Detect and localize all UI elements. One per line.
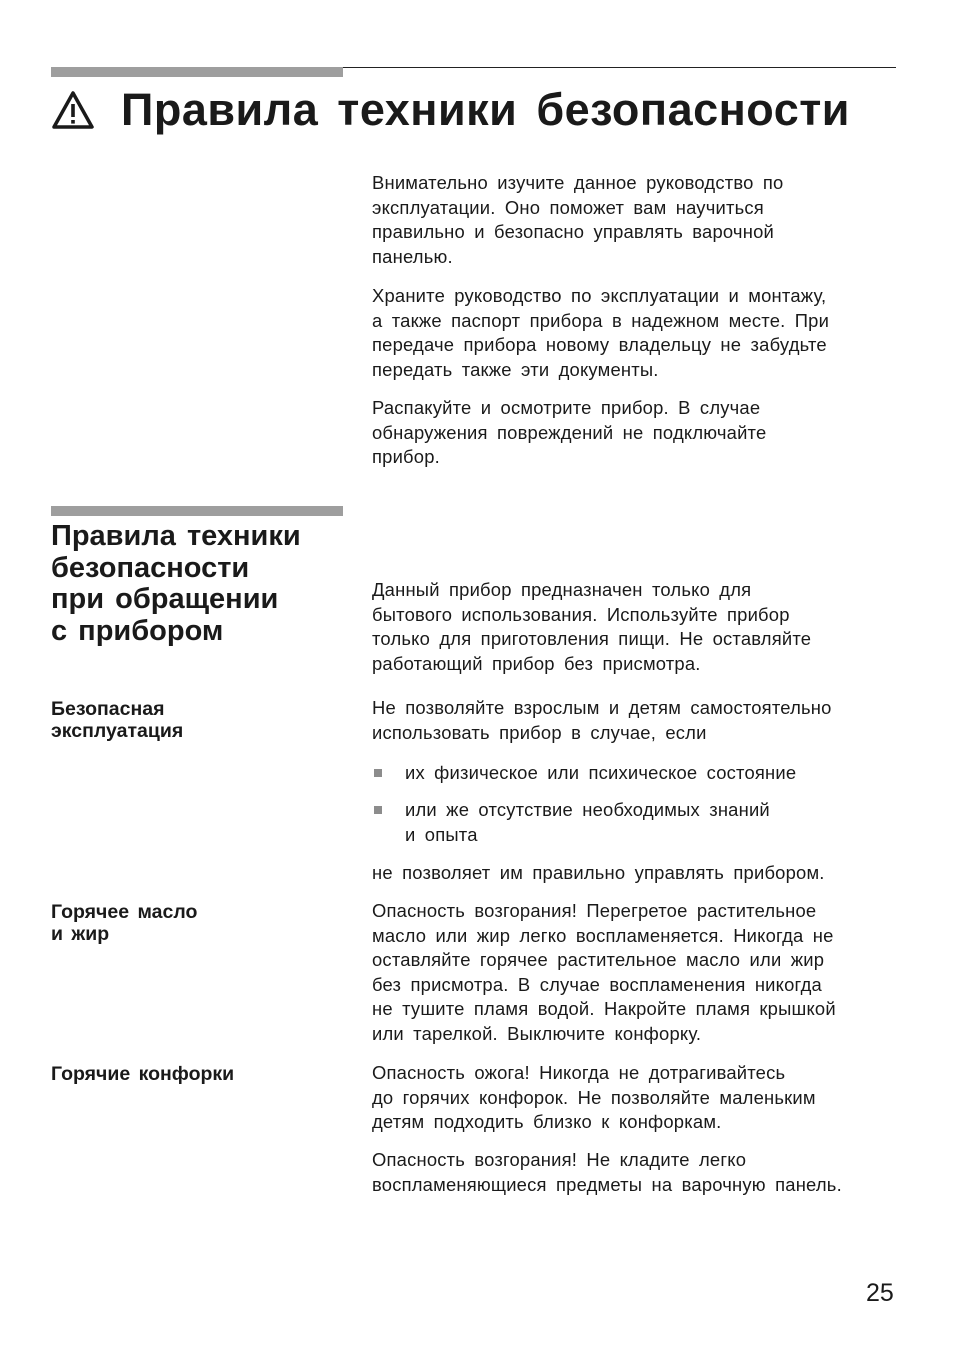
section-intro-paragraph: Данный прибор предназначен только для бытового использования. Используйте прибор только для приготовления пищи. Не оставляйте работающий прибор без присмотра. [372, 579, 812, 674]
hot-burners-paragraph-2: Опасность возгорания! Не кладите легко воспламеняющиеся предметы на варочную панель. [372, 1149, 842, 1195]
hot-burners-heading: Горячие конфорки [51, 1063, 235, 1085]
intro-paragraph-2: Храните руководство по эксплуатации и монтажу, а также паспорт прибора в надежном месте. При передаче прибора новому владельцу не забудьте передать также эти документы. [372, 285, 830, 380]
warning-triangle-icon [51, 90, 95, 130]
safe-use-heading: Безопасная эксплуатация [51, 698, 184, 742]
bullet-square-icon [374, 769, 382, 777]
page-title [51, 84, 850, 136]
hot-burners-paragraph-1: Опасность ожога! Никогда не дотрагивайтесь до горячих конфорок. Не позволяйте маленьким детям подходить близко к конфоркам. [372, 1062, 816, 1132]
page-title-text: Правила техники безопасности [121, 84, 850, 135]
header-accent-bar [51, 67, 343, 77]
hot-oil-heading: Горячее масло и жир [51, 901, 198, 945]
page-number: 25 [866, 1279, 894, 1307]
hot-oil-paragraph: Опасность возгорания! Перегретое растительное масло или жир легко воспламеняется. Никогда не оставляйте горячее растительное масло или жир без присмотра. В случае воспламенения никогда не тушите пламя водой. Накройте пламя крышкой или тарелкой. Выключите конфорку. [372, 900, 836, 1044]
section-title: Правила техники безопасности при обращении с прибором [51, 520, 301, 647]
safe-use-lead: Не позволяйте взрослым и детям самостоятельно использовать прибор в случае, если [372, 697, 832, 743]
bullet-square-icon [374, 806, 382, 814]
safe-use-tail: не позволяет им правильно управлять прибором. [372, 862, 825, 883]
intro-paragraph-1: Внимательно изучите данное руководство по эксплуатации. Оно поможет вам научиться правильно и безопасно управлять варочной панелью. [372, 172, 784, 267]
section-accent-bar [51, 506, 343, 516]
intro-paragraph-3: Распакуйте и осмотрите прибор. В случае обнаружения повреждений не подключайте прибор. [372, 397, 767, 467]
